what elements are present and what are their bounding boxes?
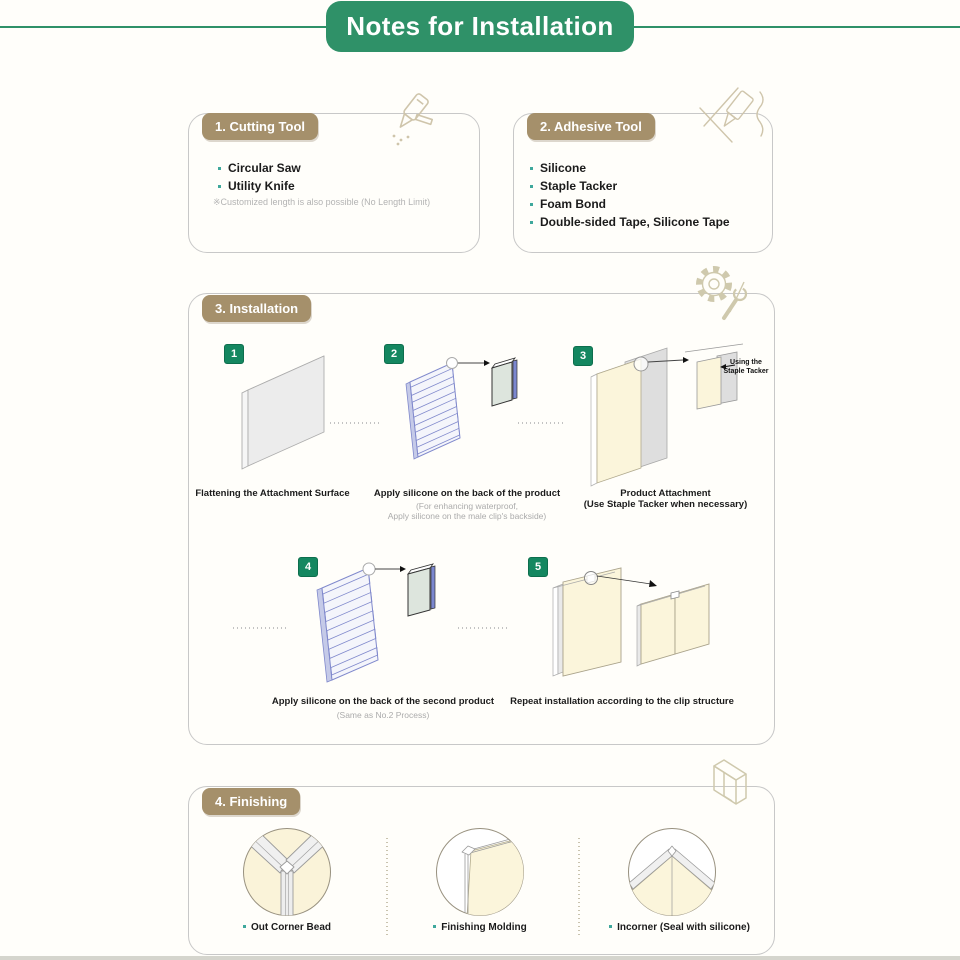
list-item [530,177,730,195]
dotted-separator [578,838,580,938]
list-item [530,159,730,177]
annotation-line: Staple Tacker [723,368,769,375]
finishing-item-label: Out Corner Bead [250,922,331,933]
list-item [530,195,730,213]
list-item [218,159,301,177]
list-item [530,213,730,231]
list-item-label: Utility Knife [228,179,295,193]
finishing-label: 4. Finishing [202,788,300,815]
step-5-diagram [545,562,715,694]
step-2-subcaption-2: Apply silicone on the male clip's backside) [387,511,547,521]
bullet-icon [530,185,533,188]
cutting-tool-label: 1. Cutting Tool [202,113,318,140]
step-4-caption: Apply silicone on the back of the second product [271,696,495,707]
step-2-subcaption-1: (For enhancing waterproof, [415,501,519,511]
finishing-item-label: Finishing Molding [441,922,527,933]
bullet-icon [530,203,533,206]
step-4-badge: 4 [298,557,318,577]
list-item [218,177,301,195]
cutting-tool-list [218,159,301,195]
list-item-label: Silicone [540,161,587,175]
dotted-separator [330,422,380,424]
bullet-icon [433,925,436,928]
finishing-item-3 [592,922,767,933]
list-item-label: Double-sided Tape, Silicone Tape [540,215,730,229]
bullet-icon [218,167,221,170]
cutting-note: ※Customized length is also possible (No Length Limit) [213,197,431,207]
step-1-caption: Flattening the Attachment Surface [195,488,350,499]
step-3-badge: 3 [573,346,593,366]
bullet-icon [218,185,221,188]
finishing-item-2 [415,922,545,933]
incorner-diagram [627,827,717,917]
list-item-label: Staple Tacker [540,179,618,193]
step-1-badge: 1 [224,344,244,364]
silicone-tube-icon [698,84,770,152]
step-5-badge: 5 [528,557,548,577]
list-item-label: Foam Bond [540,197,606,211]
step-4-diagram [308,560,443,695]
finishing-item-label: Incorner (Seal with silicone) [617,922,750,933]
bottom-edge-band [0,956,960,960]
bullet-icon [530,167,533,170]
adhesive-tool-list [530,159,730,231]
step-2-diagram [398,348,523,473]
step-3-caption-2: (Use Staple Tacker when necessary) [583,499,748,510]
corner-molding-icon [700,756,758,816]
bullet-icon [609,925,612,928]
step-1-diagram [232,342,337,474]
finishing-molding-diagram [435,827,525,917]
step-5-caption: Repeat installation according to the clip structure [510,696,734,707]
list-item-label: Circular Saw [228,161,301,175]
annotation-line: Using the [730,359,762,366]
step-4-subcaption: (Same as No.2 Process) [336,710,430,720]
installation-label: 3. Installation [202,295,311,322]
dotted-separator [518,422,565,424]
dotted-separator [386,838,388,938]
step-2-badge: 2 [384,344,404,364]
bullet-icon [243,925,246,928]
page-title: Notes for Installation [326,1,634,52]
dotted-separator [458,627,508,629]
finishing-item-1 [222,922,352,933]
adhesive-tool-label: 2. Adhesive Tool [527,113,655,140]
step-2-caption: Apply silicone on the back of the product [373,488,561,499]
out-corner-bead-diagram [242,827,332,917]
bullet-icon [530,221,533,224]
dotted-separator [233,627,286,629]
step-3-caption-1: Product Attachment [620,488,711,499]
staple-tacker-annotation [718,358,774,376]
gear-wrench-icon [690,260,754,324]
utility-knife-icon [378,90,440,150]
